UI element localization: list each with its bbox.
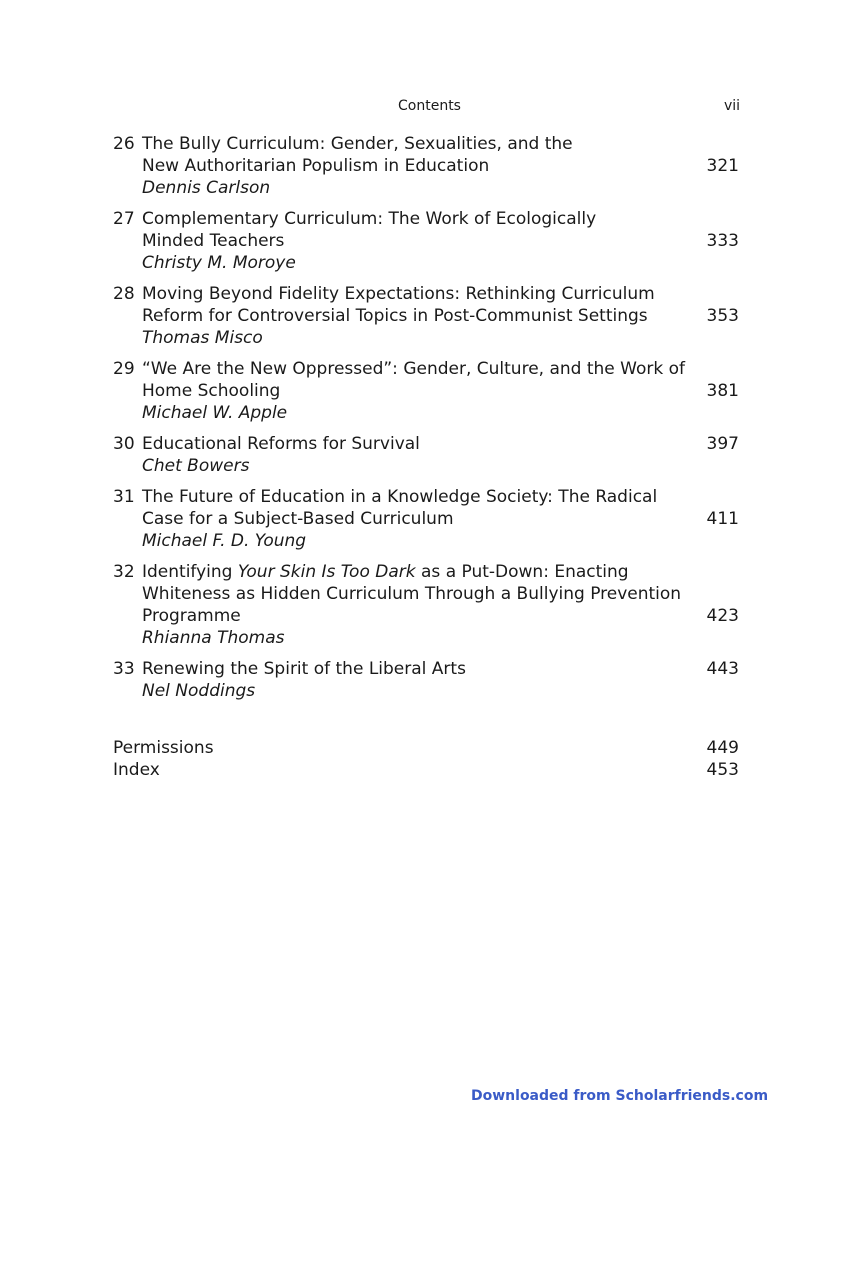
toc-entry[interactable]: [113, 561, 739, 649]
chapter-page-number: 381: [706, 381, 739, 401]
chapter-author: Nel Noddings: [142, 681, 256, 701]
chapter-page-number: 353: [706, 306, 739, 326]
chapter-body: [142, 133, 669, 199]
title-italic-text: Your Skin Is Too Dark: [237, 562, 416, 582]
chapter-body: [142, 208, 669, 274]
chapter-title-line: The Bully Curriculum: Gender, Sexualities, and the: [142, 134, 573, 154]
chapter-page-number: 321: [706, 156, 739, 176]
chapter-author: Michael W. Apple: [142, 403, 288, 423]
chapter-body: [142, 561, 682, 649]
chapter-body: [142, 358, 685, 424]
chapter-number: 31: [113, 487, 135, 507]
chapter-author: Michael F. D. Young: [142, 531, 307, 551]
chapter-page-number: 443: [706, 659, 739, 679]
chapter-number: 27: [113, 209, 135, 229]
title-text: Identifying: [142, 562, 238, 582]
chapter-title-line: Minded Teachers: [142, 231, 285, 251]
toc-entry[interactable]: [113, 208, 739, 274]
chapter-title-line: “We Are the New Oppressed”: Gender, Culture, and the Work of: [142, 359, 685, 379]
backmatter-list: [113, 737, 739, 781]
chapter-author: Thomas Misco: [142, 328, 263, 348]
toc-entry[interactable]: [113, 358, 739, 424]
toc-entry[interactable]: [113, 133, 739, 199]
chapter-page-number: 333: [706, 231, 739, 251]
chapter-title-line: [142, 561, 669, 583]
chapter-body: [142, 486, 669, 552]
chapter-body: [142, 658, 669, 702]
backmatter-label: Index: [113, 760, 160, 780]
chapter-title-line: Moving Beyond Fidelity Expectations: Rethinking Curriculum: [142, 284, 655, 304]
chapter-title-line: Educational Reforms for Survival: [142, 434, 420, 454]
backmatter-page-number: 453: [706, 760, 739, 780]
chapter-number: 32: [113, 562, 135, 582]
running-head-title: Contents: [398, 98, 461, 114]
chapter-body: [142, 433, 669, 477]
backmatter-page-number: 449: [706, 738, 739, 758]
page-number: vii: [724, 98, 741, 114]
chapter-title-line: Home Schooling: [142, 381, 281, 401]
toc-entry[interactable]: [113, 658, 739, 702]
chapter-number: 33: [113, 659, 135, 679]
chapter-title-line: The Future of Education in a Knowledge Society: The Radical: [142, 487, 658, 507]
chapter-page-number: 397: [706, 434, 739, 454]
chapter-page-number: 423: [706, 606, 739, 626]
chapter-author: Chet Bowers: [142, 456, 250, 476]
backmatter-label: Permissions: [113, 738, 214, 758]
chapter-title-line: Renewing the Spirit of the Liberal Arts: [142, 659, 466, 679]
chapter-title-line: Reform for Controversial Topics in Post-Communist Settings: [142, 306, 648, 326]
chapter-author: Rhianna Thomas: [142, 628, 285, 648]
chapter-number: 26: [113, 134, 135, 154]
chapter-author: Dennis Carlson: [142, 178, 271, 198]
chapter-number: 29: [113, 359, 135, 379]
chapter-page-number: 411: [706, 509, 739, 529]
toc-entry[interactable]: [113, 283, 739, 349]
toc-entry[interactable]: [113, 486, 739, 552]
chapter-number: 28: [113, 284, 135, 304]
chapter-body: [142, 283, 669, 349]
chapter-number: 30: [113, 434, 135, 454]
backmatter-entry[interactable]: [113, 737, 739, 759]
toc-entry[interactable]: [113, 433, 739, 477]
chapter-title-line: Programme: [142, 606, 241, 626]
backmatter-entry[interactable]: [113, 759, 739, 781]
chapter-title-line: Complementary Curriculum: The Work of Ecologically: [142, 209, 597, 229]
chapter-author: Christy M. Moroye: [142, 253, 296, 273]
download-source-link[interactable]: Downloaded from Scholarfriends.com: [471, 1088, 769, 1104]
chapter-title-line: New Authoritarian Populism in Education: [142, 156, 490, 176]
chapter-title-line: Case for a Subject-Based Curriculum: [142, 509, 454, 529]
table-of-contents: [113, 133, 739, 711]
title-text: as a Put-Down: Enacting: [415, 562, 629, 582]
chapter-title-line: Whiteness as Hidden Curriculum Through a Bullying Prevention: [142, 584, 682, 604]
